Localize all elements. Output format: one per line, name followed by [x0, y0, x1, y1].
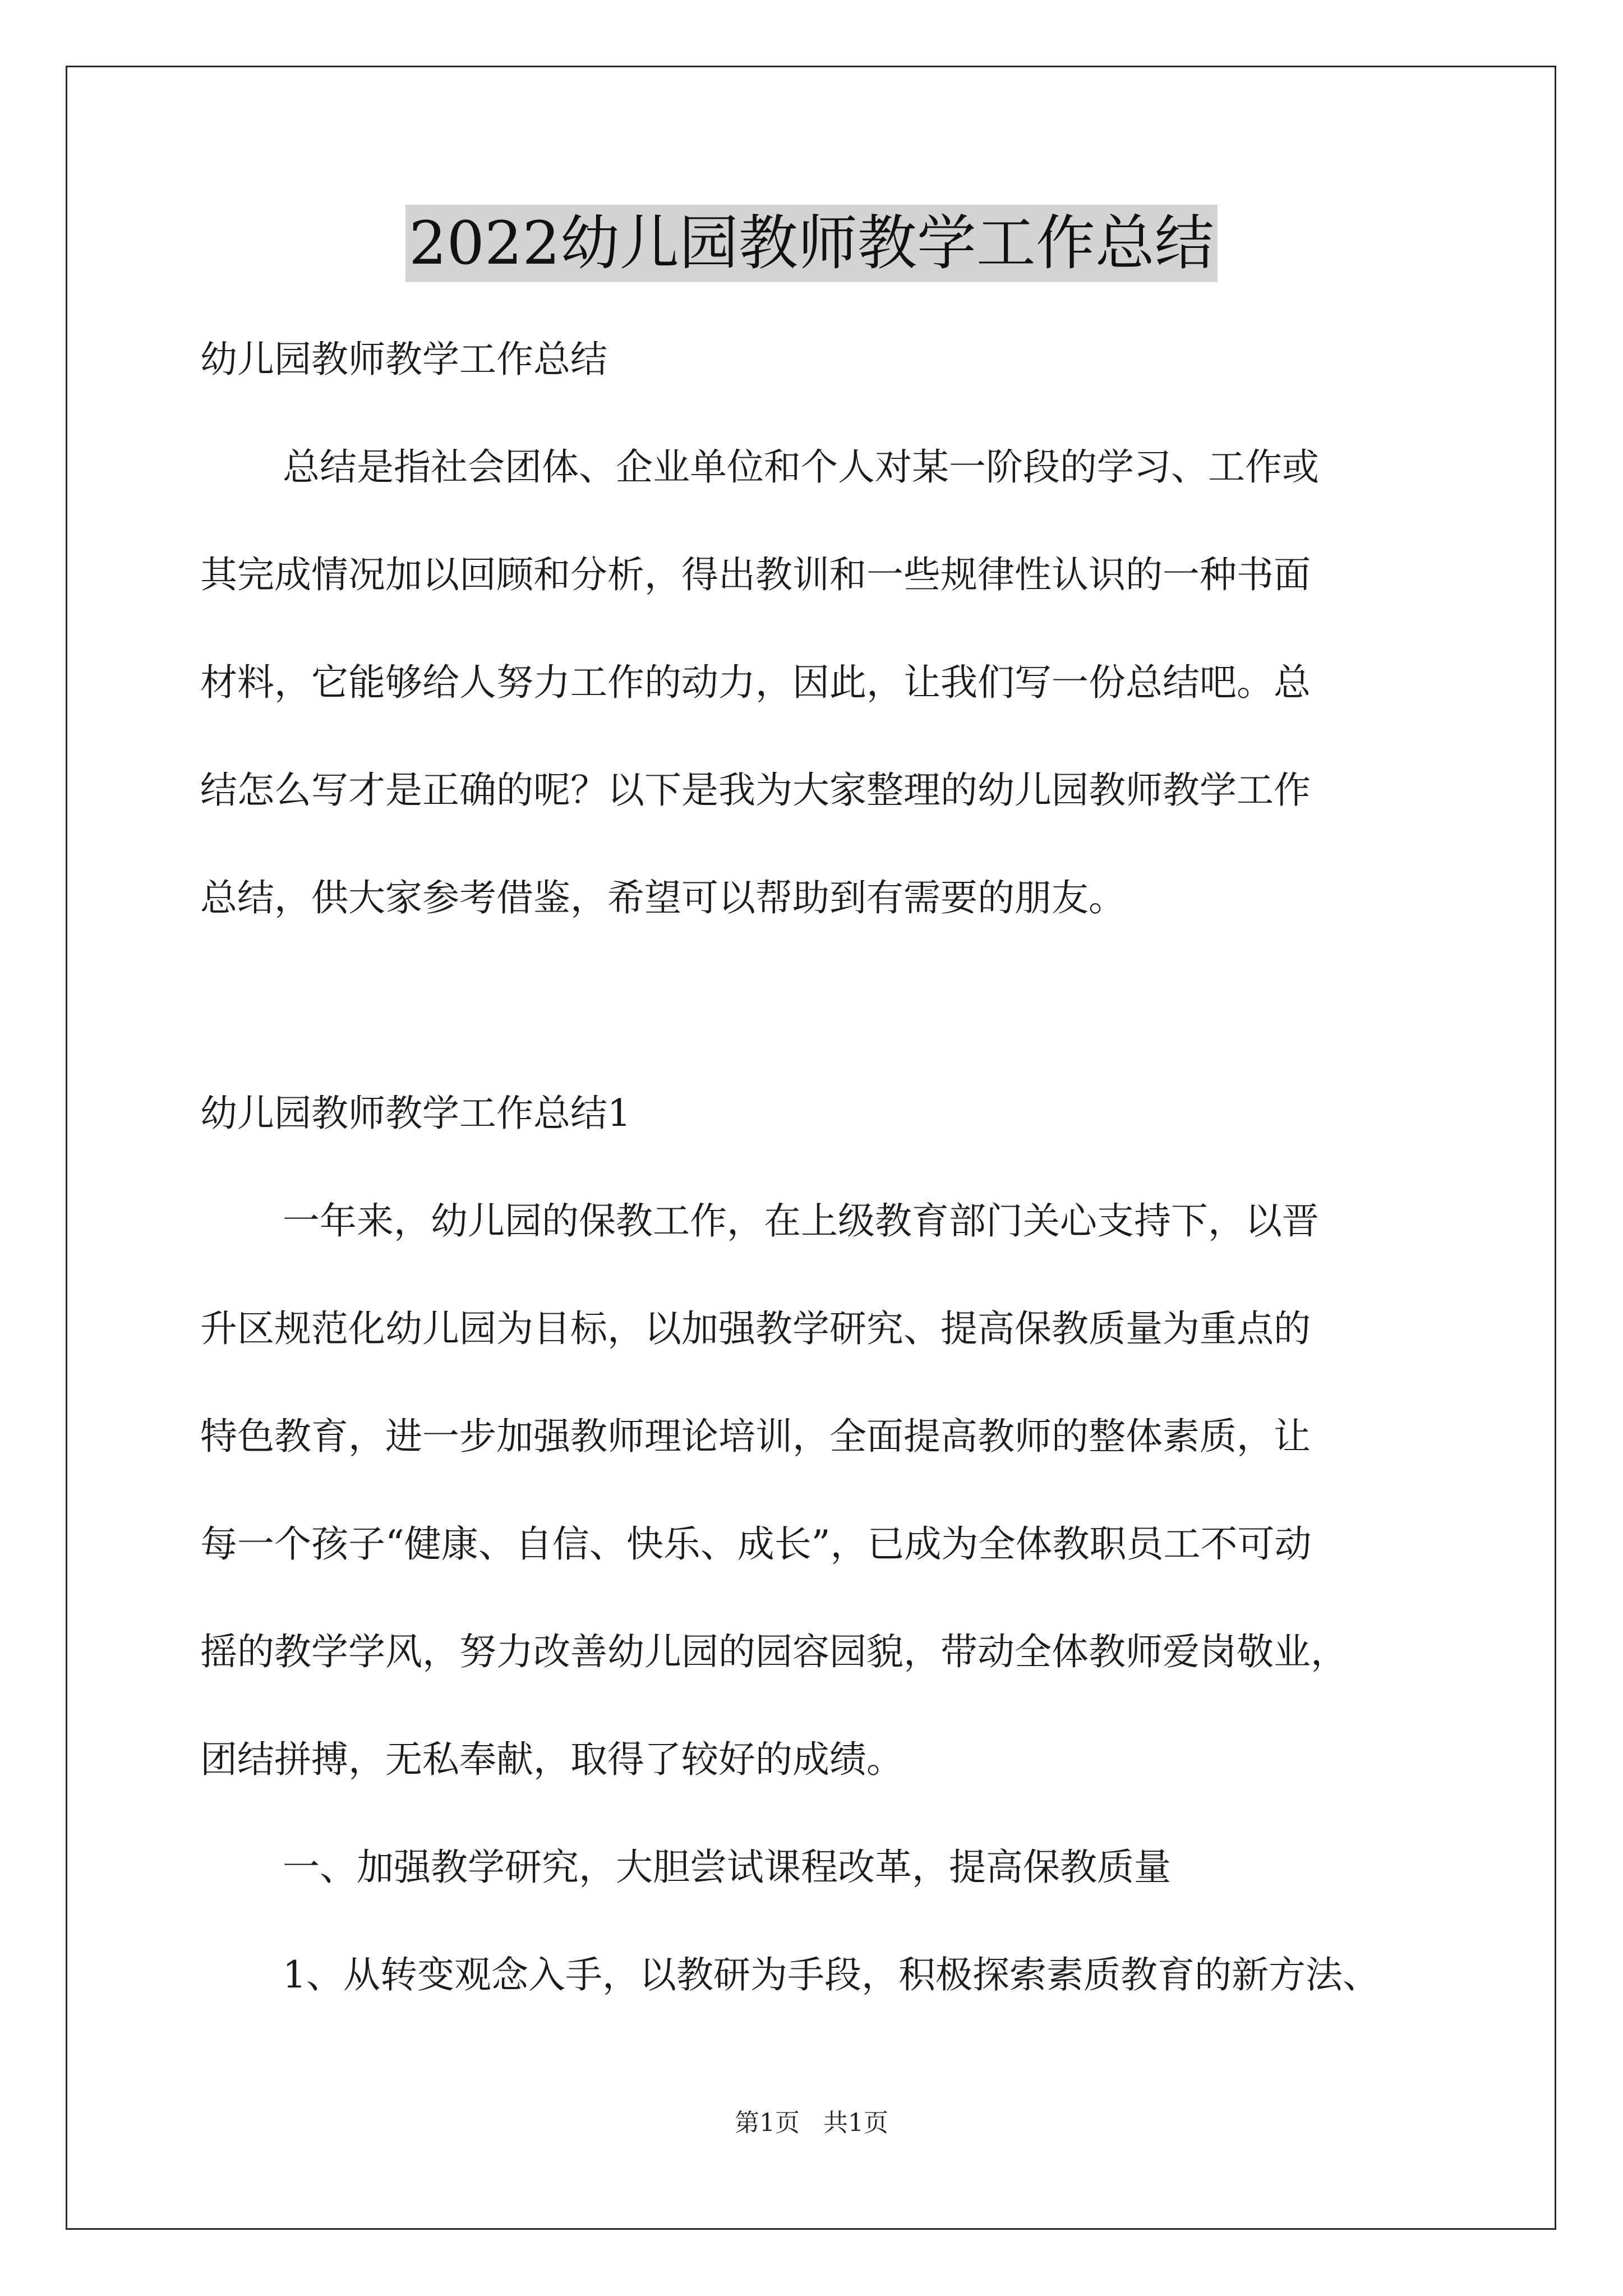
- text-line: 升区规范化幼儿园为目标，以加强教学研究、提高保教质量为重点的: [200, 1307, 1311, 1350]
- text-line: 每一个孩子“健康、自信、快乐、成长”，已成为全体教职员工不可动: [200, 1522, 1312, 1566]
- text-line: 总结是指社会团体、企业单位和个人对某一阶段的学习、工作或: [283, 445, 1319, 489]
- text-line: 一、加强教学研究，大胆尝试课程改革，提高保教质量: [283, 1846, 1171, 1889]
- text-line: 其完成情况加以回顾和分析，得出教训和一些规律性认识的一种书面: [200, 553, 1311, 596]
- text-line: 结怎么写才是正确的呢？以下是我为大家整理的幼儿园教师教学工作: [200, 769, 1311, 812]
- blank-line: [200, 952, 1431, 1060]
- text-line: 幼儿园教师教学工作总结: [200, 338, 607, 381]
- page-footer: [0, 2106, 1623, 2140]
- text-line: 总结，供大家参考借鉴，希望可以帮助到有需要的朋友。: [200, 876, 1126, 919]
- document-body: [200, 306, 1431, 2029]
- text-line: 一年来，幼儿园的保教工作，在上级教育部门关心支持下，以晋: [283, 1199, 1319, 1243]
- text-line: 摇的教学学风，努力改善幼儿园的园容园貌，带动全体教师爱岗敬业，: [200, 1630, 1348, 1673]
- title-container: [0, 205, 1623, 282]
- document-title: 2022幼儿园教师教学工作总结: [405, 205, 1218, 282]
- text-line: 幼儿园教师教学工作总结1: [200, 1092, 631, 1135]
- page-number-total: 共1页: [823, 2109, 888, 2137]
- text-line: 特色教育，进一步加强教师理论培训，全面提高教师的整体素质，让: [200, 1415, 1311, 1458]
- page-number-current: 第1页: [735, 2109, 800, 2137]
- text-line: 团结拼搏，无私奉献，取得了较好的成绩。: [200, 1738, 903, 1781]
- text-line: 材料，它能够给人努力工作的动力，因此，让我们写一份总结吧。总: [200, 661, 1311, 704]
- text-line: 1、从转变观念入手，以教研为手段，积极探索素质教育的新方法、: [283, 1953, 1380, 1996]
